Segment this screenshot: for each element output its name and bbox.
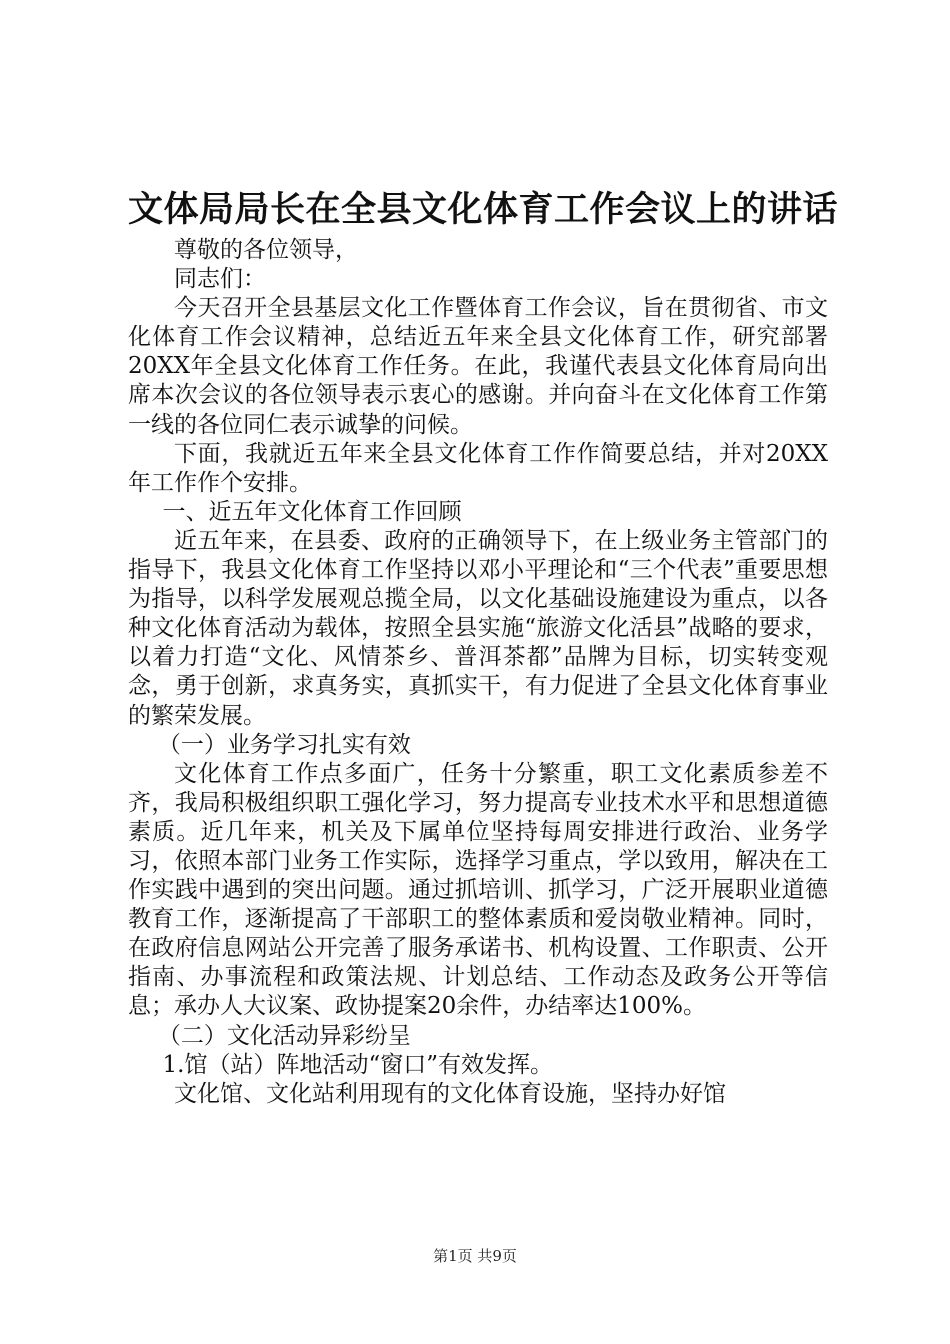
document-title: 文体局局长在全县文化体育工作会议上的讲话: [128, 190, 839, 230]
salutation-line: 尊敬的各位领导，: [174, 237, 358, 263]
numbered-heading: 1.馆（站）阵地活动“窗口”有效发挥。: [162, 1051, 553, 1078]
section-heading: 一、近五年文化体育工作回顾: [162, 498, 462, 525]
body-paragraph: 近五年来，在县委、政府的正确领导下，在上级业务主管部门的指导下，我县文化体育工作坚持以邓小平理论和“三个代表”重要思想为指导，以科学发展观总揽全局，以文化基础设施建设为重点，以各种文化体育活动为载体，按照全县实施“旅游文化活县”战略的要求，以着力打造“文化、风情茶乡、普洱茶都”品牌为目标，切实转变观念，勇于创新，求真务实，真抓实干，有力促进了全县文化体育事业的繁荣发展。: [128, 527, 828, 729]
page-number-footer: 第1页 共9页: [433, 1247, 517, 1265]
body-paragraph: 今天召开全县基层文化工作暨体育工作会议，旨在贯彻省、市文化体育工作会议精神，总结近五年来全县文化体育工作，研究部署20XX年全县文化体育工作任务。在此，我谨代表县文化体育局向出席本次会议的各位领导表示衷心的感谢。并向奋斗在文化体育工作第一线的各位同仁表示诚挚的问候。: [128, 295, 828, 438]
salutation-line: 同志们：: [174, 266, 266, 293]
body-paragraph: 文化馆、文化站利用现有的文化体育设施，坚持办好馆: [174, 1080, 726, 1107]
document-body: [128, 236, 828, 1109]
subsection-heading: （一）业务学习扎实有效: [157, 731, 411, 758]
body-paragraph: 文化体育工作点多面广，任务十分繁重，职工文化素质参差不齐，我局积极组织职工强化学习，努力提高专业技术水平和思想道德素质。近几年来，机关及下属单位坚持每周安排进行政治、业务学习，依照本部门业务工作实际，选择学习重点，学以致用，解决在工作实践中遇到的突出问题。通过抓培训、抓学习，广泛开展职业道德教育工作，逐渐提高了干部职工的整体素质和爱岗敬业精神。同时，在政府信息网站公开完善了服务承诺书、机构设置、工作职责、公开指南、办事流程和政策法规、计划总结、工作动态及政务公开等信息；承办人大议案、政协提案20余件，办结率达100%。: [128, 760, 828, 1020]
subsection-heading: （二）文化活动异彩纷呈: [157, 1022, 411, 1049]
body-paragraph: 下面，我就近五年来全县文化体育工作作简要总结，并对20XX年工作作个安排。: [128, 440, 828, 496]
